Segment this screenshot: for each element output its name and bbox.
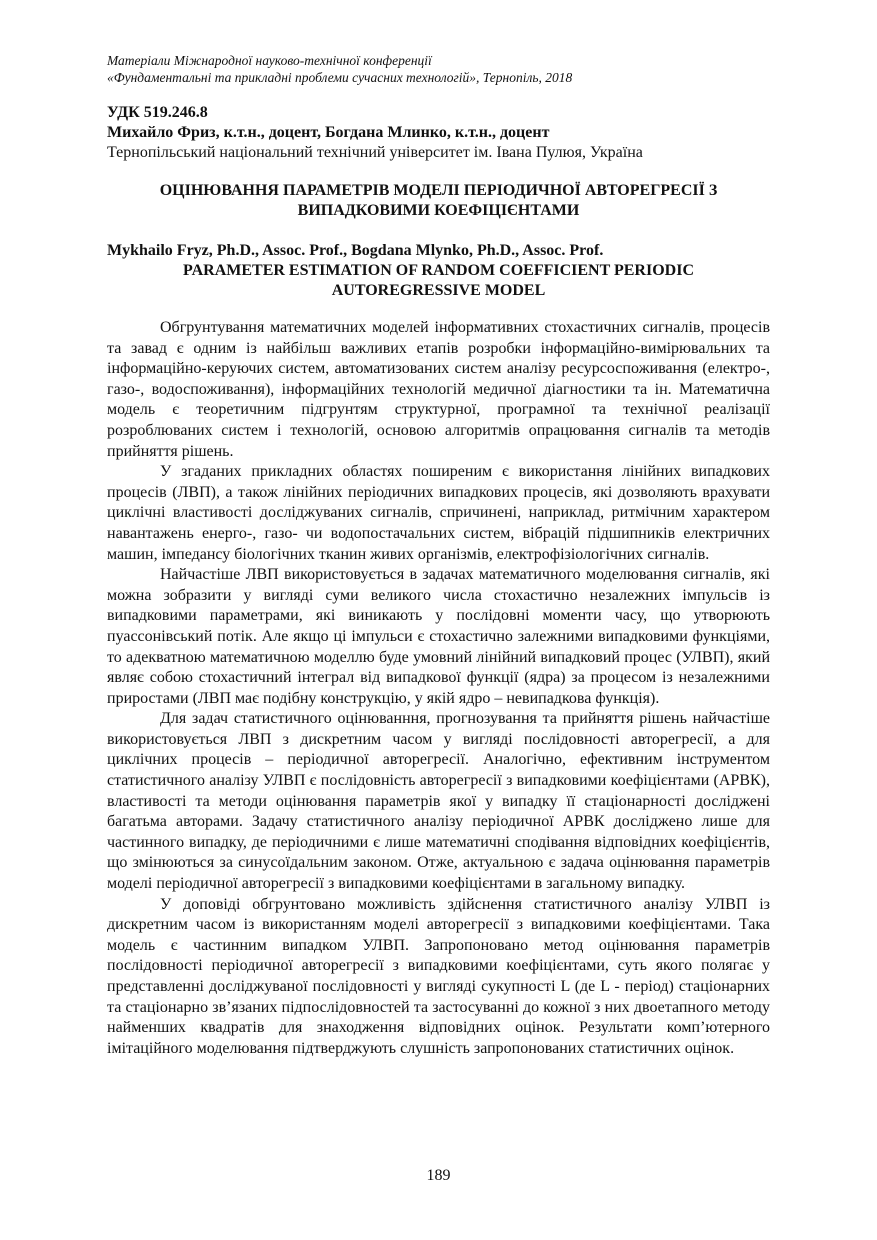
abstract-body	[107, 318, 770, 1059]
authors-ua: Михайло Фриз, к.т.н., доцент, Богдана Млинко, к.т.н., доцент	[107, 124, 550, 141]
title-ua-line-2: ВИПАДКОВИМИ КОЕФІЦІЄНТАМИ	[297, 202, 580, 219]
paragraph: У згаданих прикладних областях поширеним є використання лінійних випадкових процесів (ЛВП), а також лінійних періодичних випадкових процесів, які дозволяють врахувати циклічні властивості досліджуваних сигналів, спричинені, наприклад, ритмічним характером навантажень енерго-, газо- чи водопостачальних систем, вібрацій підшипників електричних машин, імпедансу біологічних тканин живих організмів, електрофізіологічних сигналів.	[107, 463, 770, 563]
title-ua-line-1: ОЦІНЮВАННЯ ПАРАМЕТРІВ МОДЕЛІ ПЕРІОДИЧНОЇ АВТОРЕГРЕСІЇ З	[159, 182, 718, 199]
running-header	[107, 52, 787, 86]
paragraph: Найчастіше ЛВП використовується в задачах математичного моделювання сигналів, які можна зобразити у вигляді суми великого числа стохастично незалежних імпульсів із випадковими параметрами, які виникають у послідовні моменти часу, що утворюють пуассонівський потік. Але якщо ці імпульси є стохастично залежними випадковими функціями, то адекватною математичною моделлю буде умовний лінійний випадковий процес (УЛВП), який являє собою стохастичний інтеграл від випадкової функції (ядра) за процесом із незалежними приростами (ЛВП має подібну конструкцію, у якій ядро – невипадкова функція).	[107, 566, 770, 707]
title-en-line-1: PARAMETER ESTIMATION OF RANDOM COEFFICIENT PERIODIC	[183, 262, 694, 279]
paragraph: Для задач статистичного оцінюванння, прогнозування та прийняття рішень найчастіше використовується ЛВП з дискретним часом у вигляді послідовності авторегресії, а для циклічних процесів – періодичної авторегресії. Аналогічно, ефективним інструментом статистичного аналізу УЛВП є послідовність авторегресії з випадковими коефіцієнтами (АРВК), властивості та методи оцінювання параметрів якої у випадку її стаціонарності досліджені багатьма авторами. Задачу статистичного аналізу періодичної АРВК досліджено лише для частинного випадку, де періодичними є лише математичні сподівання відповідних коефіцієнтів, що змінюються за синусоїдальним законом. Отже, актуальною є задача оцінювання параметрів моделі періодичної авторегресії з випадковими коефіцієнтами в загальному випадку.	[107, 710, 770, 893]
header-line-2: «Фундаментальні та прикладні проблеми сучасних технологій», Тернопіль, 2018	[107, 70, 573, 85]
title-ua	[107, 181, 770, 221]
page-number: 189	[426, 1167, 451, 1184]
title-en	[107, 261, 770, 301]
udk-code: УДК 519.246.8	[107, 104, 208, 121]
paragraph: Обгрунтування математичних моделей інформативних стохастичних сигналів, процесів та завад є одним із найбільш важливих етапів розробки інформаційно-вимірювальних та інформаційно-керуючих систем, автоматизованих систем аналізу ресурсоспоживання (електро-, газо-, водоспоживання), інформаційних технологій медичної діагностики та ін. Математична модель є теоретичним підгрунтям структурної, програмної та технічної реалізації розроблюваних систем і технологій, основою алгоритмів опрацювання сигналів та методів прийняття рішень.	[107, 319, 770, 460]
header-line-1: Матеріали Міжнародної науково-технічної конференції	[107, 53, 432, 68]
authors-en: Mykhailo Fryz, Ph.D., Assoc. Prof., Bogdana Mlynko, Ph.D., Assoc. Prof.	[107, 242, 604, 259]
english-block	[107, 241, 770, 301]
affiliation: Тернопільський національний технічний університет ім. Івана Пулюя, Україна	[107, 144, 643, 161]
article-meta	[107, 103, 787, 163]
paragraph: У доповіді обгрунтовано можливість здійснення статистичного аналізу УЛВП із дискретним часом із використанням моделі авторегресії з випадковими коефіцієнтами. Така модель є частинним випадком УЛВП. Запропоновано метод оцінювання параметрів послідовності періодичної авторегресії з випадковими коефіцієнтами, суть якого полягає у представленні досліджуваної послідовності у вигляді сукупності L (де L - період) стаціонарних та стаціонарно зв’язаних підпослідовностей та застосуванні до кожної з них двоетапного методу найменших квадратів для знаходження відповідних оцінок. Результати комп’ютерного імітаційного моделювання підтверджують слушність запропонованих статистичних оцінок.	[107, 895, 770, 1057]
title-en-line-2: AUTOREGRESSIVE MODEL	[331, 282, 546, 299]
